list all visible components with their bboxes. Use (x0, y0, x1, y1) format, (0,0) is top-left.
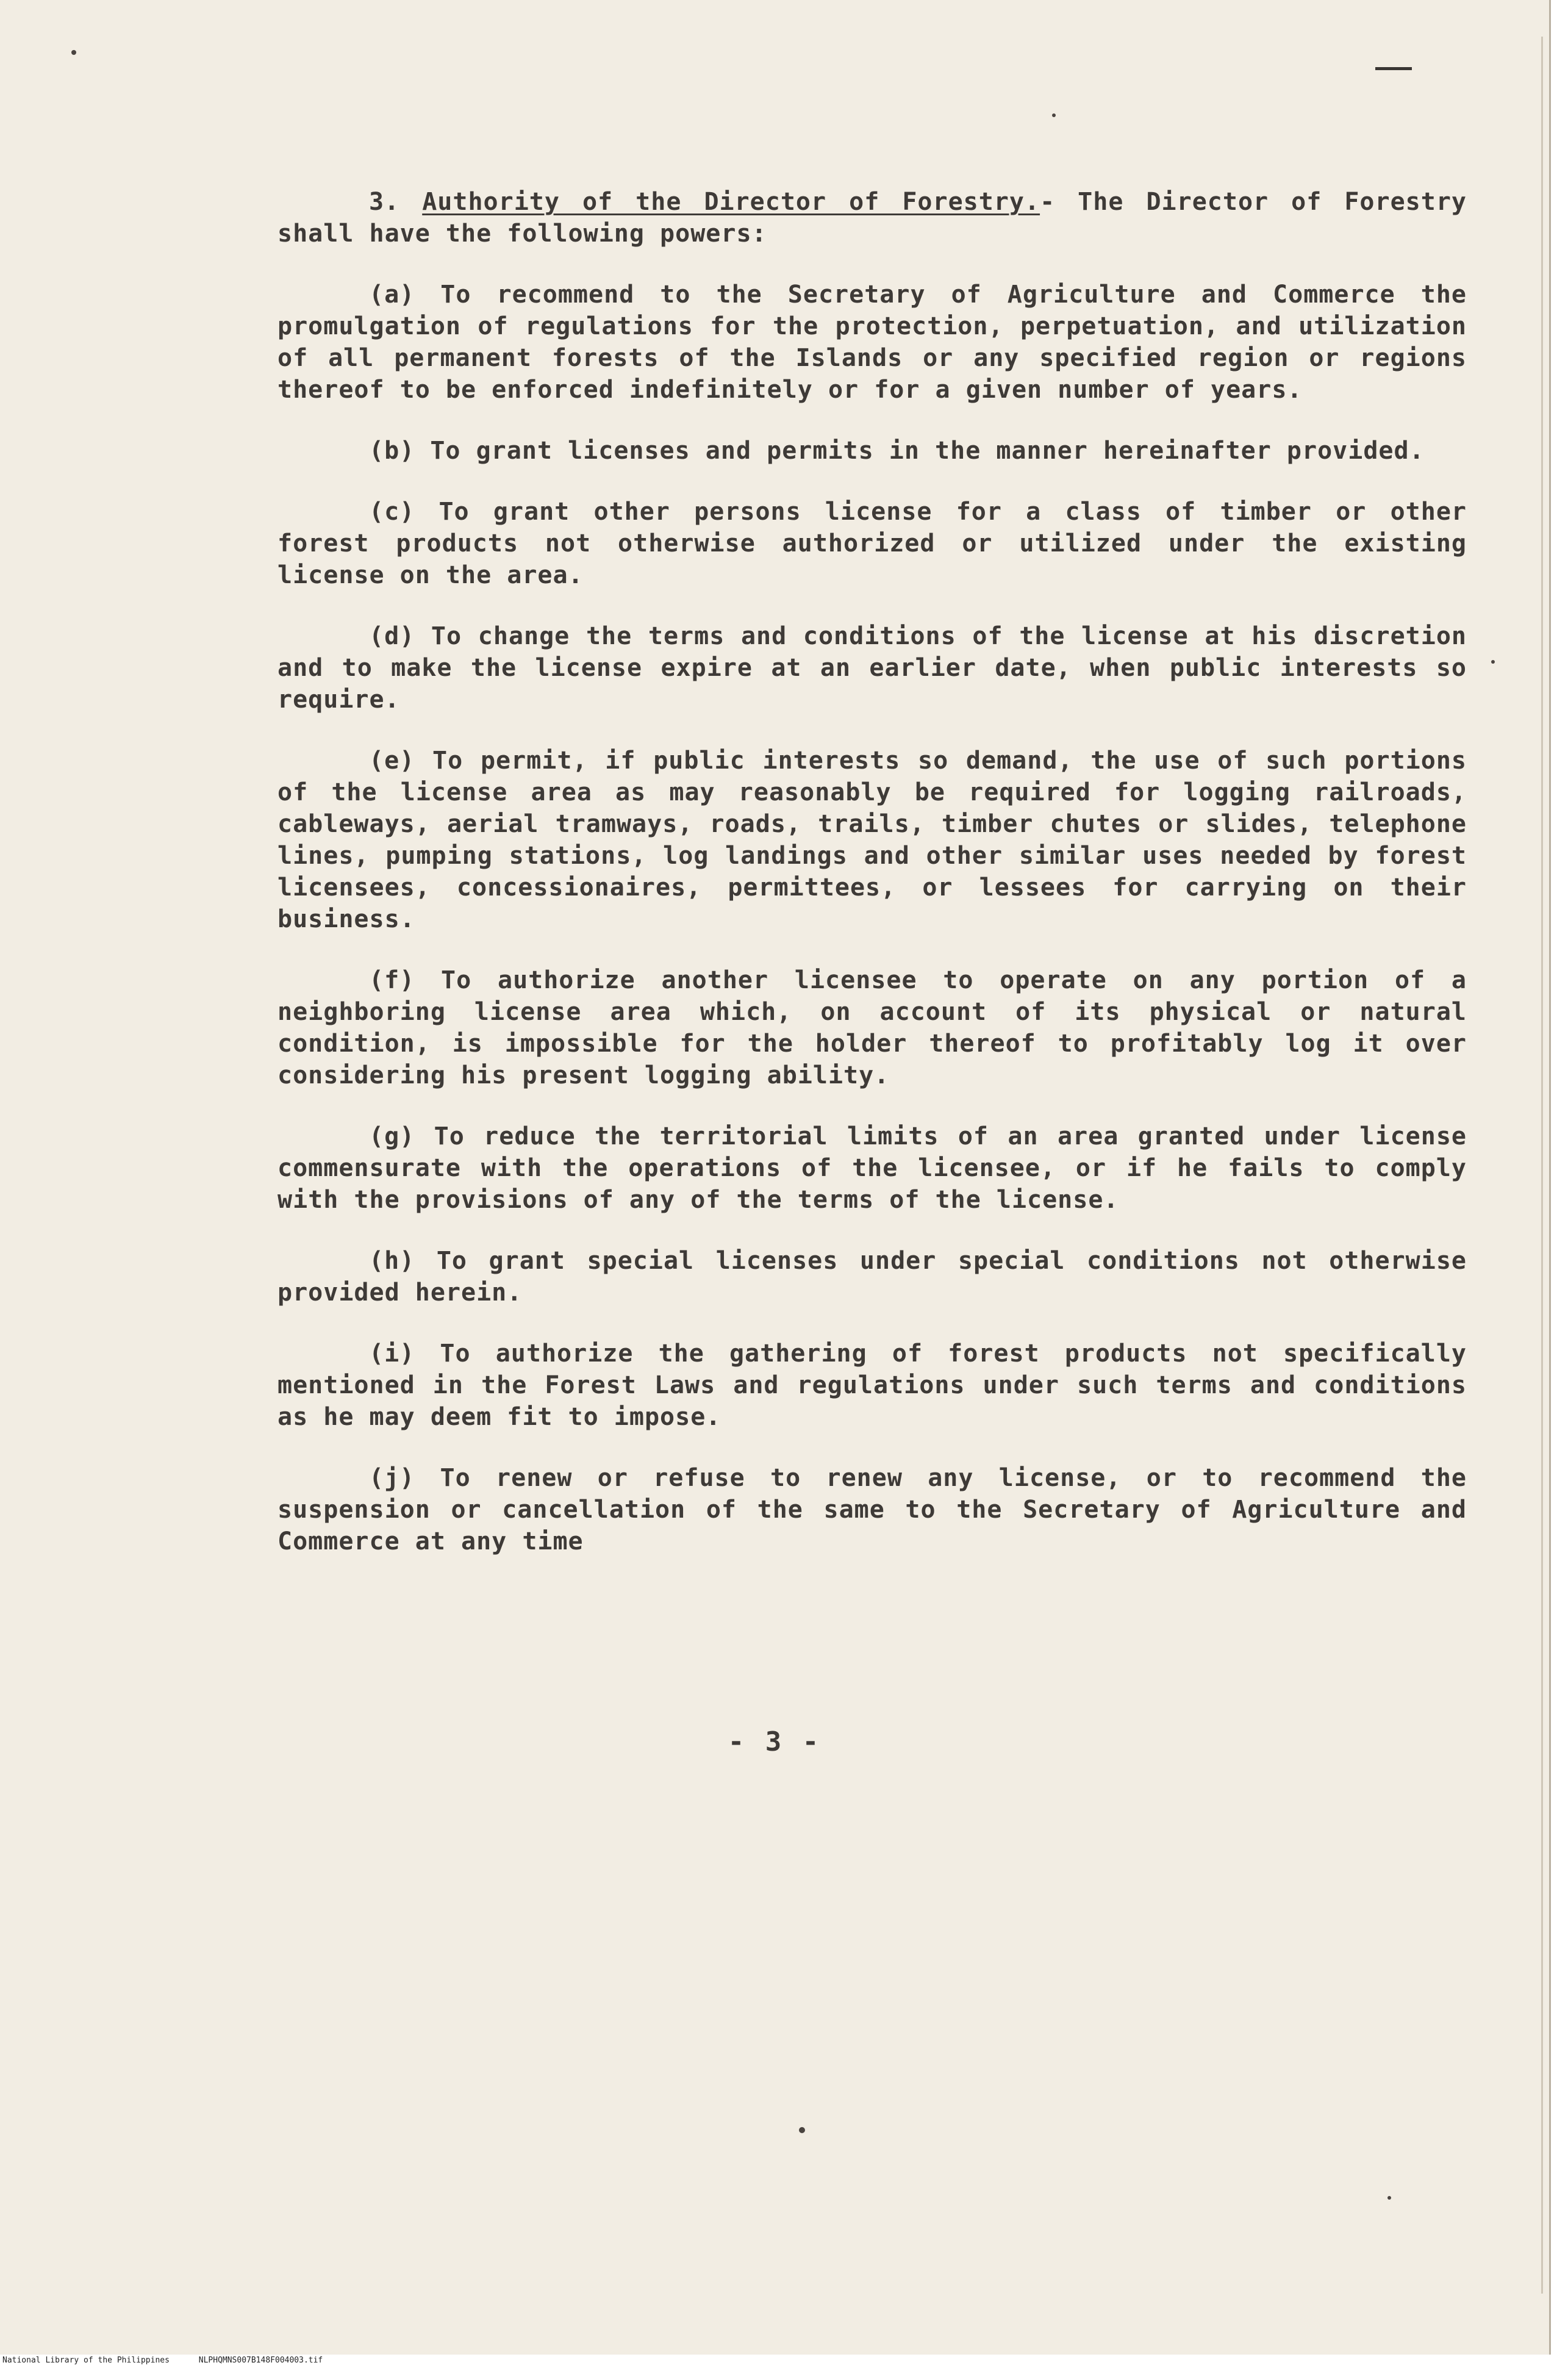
speck-mark (1491, 660, 1495, 664)
scan-footer-text (2, 2356, 347, 2365)
power-paragraph-j: (j) To renew or refuse to renew any license, or to recommend the suspension or cancellation of the same to the Secretary of Agriculture and Commerce at any time (277, 1464, 1467, 1555)
power-paragraph-g: (g) To reduce the territorial limits of an area granted under license commensurate with the operations of the licensee, or if he fails to comply with the provisions of any of the terms of the license. (277, 1122, 1467, 1214)
power-paragraph-f: (f) To authorize another licensee to operate on any portion of a neighboring license area which, on account of its physical or natural condition, is impossible for the holder thereof to profitably log it over considering his present logging ability. (277, 966, 1467, 1089)
power-paragraph-c: (c) To grant other persons license for a class of timber or other forest products not otherwise authorized or utilized under the existing license on the area. (277, 498, 1467, 589)
section-header-paragraph (277, 186, 1467, 249)
power-paragraph-e: (e) To permit, if public interests so demand, the use of such portions of the license area as may reasonably be required for logging railroads, cableways, aerial tramways, roads, trails, timber chutes or slides, telephone lines, pumping stations, log landings and other similar uses needed by forest licensees, concessionaires, permittees, or lessees for carrying on their business. (277, 747, 1467, 933)
page-number: - 3 - (728, 1726, 822, 1757)
power-paragraph-h: (h) To grant special licenses under special conditions not otherwise provided herein. (277, 1247, 1467, 1307)
speck-mark (799, 2127, 805, 2133)
speck-mark (1052, 113, 1056, 117)
speck-mark (71, 50, 76, 55)
power-paragraph-b: (b) To grant licenses and permits in the manner hereinafter provided. (369, 437, 1425, 465)
section-number: 3. (369, 188, 400, 216)
document-body (277, 186, 1467, 1587)
footer-institution: National Library of the Philippines (2, 2356, 170, 2365)
section-heading: Authority of the Director of Forestry. (422, 188, 1040, 216)
footer-file-id: NLPHQMNS007B148F004003.tif (198, 2356, 323, 2365)
power-paragraph-i: (i) To authorize the gathering of forest products not specifically mentioned in the Forest Laws and regulations under such terms and conditions as he may deem fit to impose. (277, 1340, 1467, 1431)
speck-mark (1387, 2196, 1391, 2200)
power-paragraph-d: (d) To change the terms and conditions of the license at his discretion and to make the license expire at an earlier date, when public interests so require. (277, 622, 1467, 714)
power-paragraph-a: (a) To recommend to the Secretary of Agriculture and Commerce the promulgation of regulations for the protection, perpetuation, and utilization of all permanent forests of the Islands or any specified region or regions thereof to be enforced indefinitely or for a given number of years. (277, 281, 1467, 404)
section-intro: - The Director of Forestry shall have the following powers: (277, 188, 1467, 248)
pencil-mark (1375, 67, 1412, 70)
